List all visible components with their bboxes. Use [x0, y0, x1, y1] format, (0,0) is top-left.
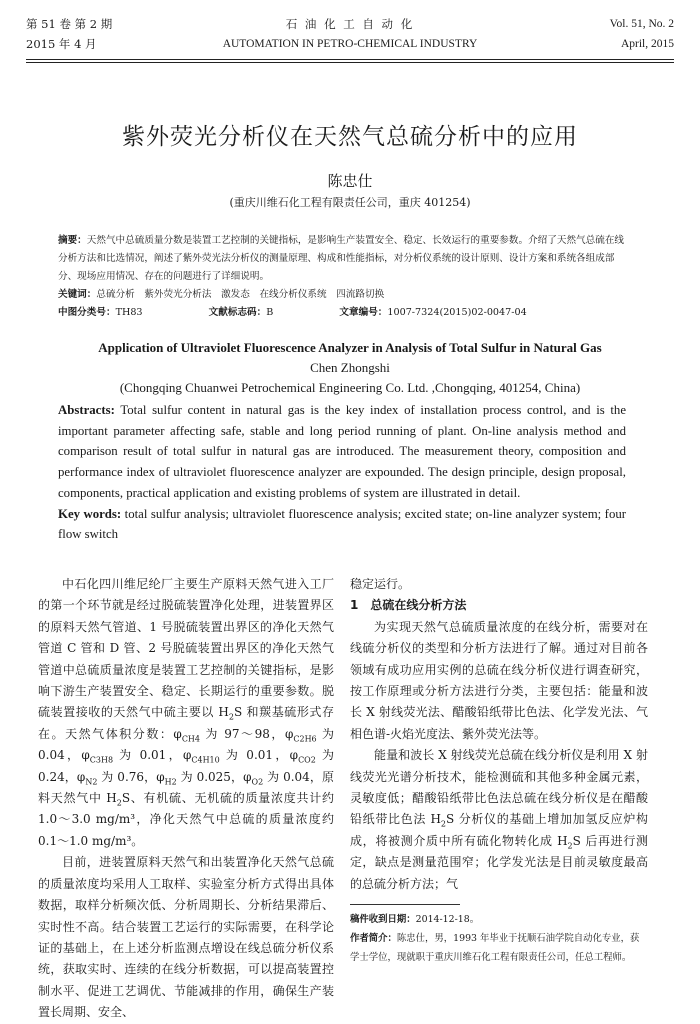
text-run: S 后再进行测定，缺点是测量范围窄；化学发光法是目前灵敏度最高的总硫分析方法；气 [350, 833, 648, 891]
volume-cn: 第 51 卷 第 2 期 [26, 17, 113, 31]
abstract-en-paragraph [58, 400, 626, 504]
abstract-cn-label: 摘要： [58, 235, 87, 246]
subscript: C3H8 [89, 755, 114, 765]
text-run: S 和羰基硫形式存在。天然气体积分数：φ [38, 705, 334, 741]
classification-line [58, 304, 527, 322]
clc-value: TH83 [115, 307, 143, 318]
doc-code-label: 文献标志码： [208, 307, 267, 318]
header-right [610, 14, 674, 54]
body-paragraph: 稳定运行。 [350, 577, 411, 591]
subscript: C2H6 [293, 734, 317, 744]
subscript: C4H10 [191, 755, 220, 765]
author-en: Chen Zhongshi [310, 360, 390, 375]
subscript: 2 [228, 712, 234, 722]
bio-text: 陈忠仕，男，1993 年毕业于抚顺石油学院自动化专业，获学士学位，现就职于重庆川维石化工程有限责任公司，任总工程师。 [350, 933, 640, 963]
footnotes [350, 910, 648, 967]
date-en: April, 2015 [620, 38, 674, 50]
abstract-cn [58, 232, 626, 286]
text-run: 为 0.04，φ [38, 726, 334, 763]
text-run: S、有机硫、无机硫的质量浓度共计约 1.0～3.0 mg/m³，净化天然气中总硫的质量浓度约 0.1～1.0 mg/m³。 [38, 791, 334, 848]
bio-label: 作者简介： [350, 933, 397, 944]
body-paragraph: 目前，进装置原料天然气和出装置净化天然气总硫的质量浓度均采用人工取样、实验室分析方式得出具体数据，取样分析频次低、分析周期长、分析结果滞后、实时性不高。结合装置工艺运行的实际需要，在科学论证的基础上，在上述分析监测点增设在线总硫分析仪系统，获取实时、连续的在线分析数据，可以提高装置控制水平、促进工艺调优、节能减排的作用，确保生产装置长周期、安全、 [38, 855, 334, 1020]
body-column-right [350, 574, 648, 895]
volume-en: Vol. 51, No. 2 [609, 18, 674, 30]
text-run: 为 0.24，φ [38, 748, 334, 784]
text-run: 为 0.04，原料天然气中 H [38, 769, 334, 806]
keywords-cn-text: 总硫分析 紫外荧光分析法 激发态 在线分析仪系统 四流路切换 [96, 289, 385, 300]
clc-label: 中图分类号： [58, 307, 116, 318]
text-run: 中石化四川维尼纶厂主要生产原料天然气进入工厂的第一个环节就是经过脱硫装置净化处理，进装置界区的原料天然气管道、1 号脱硫装置出界区的净化天然气管道 C 管和 D 管、2 号脱硫装置出界区的净化天然气管道中总硫质量浓度是装置工艺控制的关键指标，是影响下游生产装置安全、稳定、长期运行的重要参数。脱硫装置接收的天然气中硫主要以 H [38, 577, 334, 720]
body-paragraph: 为实现天然气总硫质量浓度的在线分析，需要对在线硫分析仪的类型和分析方法进行了解。通过对目前各领域有成功应用实例的总硫在线分析仪进行调查研究，按工作原理或分析方法进行分类，主要包括：能量和波长 X 射线荧光法、醋酸铅纸带比色法、化学发光法、气相色谱-火焰光度法、紫外荧光法等。 [350, 619, 648, 741]
abstract-en-label: Abstracts: [58, 403, 115, 417]
body-column-left [38, 574, 334, 1024]
subscript: O2 [251, 777, 264, 787]
text-run: 为 0.01，φ [219, 748, 299, 763]
abstract-cn-text: 天然气中总硫质量分数是装置工艺控制的关键指标，是影响生产装置安全、稳定、长效运行的重要参数。介绍了天然气总硫在线分析方法和比选情况，阐述了紫外荧光法分析仪的测量原理、构成和性能指标，对分析仪系统的设计原则、设计方案和系统各组成部分、现场应用情况、存在的问题进行了详细说明。 [58, 235, 625, 282]
journal-name-cn: 石 油 化 工 自 动 化 [285, 17, 415, 31]
subscript: 2 [567, 841, 573, 851]
header-rule-bottom [26, 62, 674, 63]
subscript: CH4 [181, 734, 200, 744]
abstract-en-text: Total sulfur content in natural gas is the key index of installation process control, and is the important parameter affecting safe, stable and long period running of plant. On-line analysis method and comparison result of total sulfur in natural gas are introduced. The measurement theory, composition and performance index of ultraviolet fluorescence analyzer are expounded. The design principle, design proposal, components, practical application and existing problems of system are illustrated in detail. [58, 403, 627, 500]
text-run: S 分析仪的基础上增加加氢反应炉构成，将被测介质中所有硫化物转化成 H [350, 812, 648, 848]
keywords-cn [58, 286, 384, 304]
text-run: 为 0.025，φ [176, 769, 252, 784]
article-no-label: 文章编号： [339, 307, 388, 318]
received-value: 2014-12-18。 [415, 914, 480, 925]
running-header [26, 14, 674, 60]
received-label: 稿件收到日期： [350, 914, 416, 925]
footnote-rule [350, 904, 460, 905]
header-center [26, 14, 674, 54]
subscript: H2 [164, 777, 177, 787]
subscript: CO2 [298, 755, 316, 765]
text-run: 为 0.76，φ [97, 769, 165, 784]
keywords-en-label: Key words: [58, 506, 122, 521]
body-paragraph [38, 574, 334, 852]
article-no-value: 1007-7324(2015)02-0047-04 [387, 307, 527, 318]
page-title: 紫外荧光分析仪在天然气总硫分析中的应用 [122, 124, 578, 150]
text-run: 为 97～98，φ [200, 726, 294, 741]
author-bio [350, 929, 648, 967]
subscript: 2 [440, 819, 447, 829]
received-date [350, 910, 648, 929]
keywords-cn-label: 关键词： [58, 289, 97, 300]
section-heading: 1 总硫在线分析方法 [350, 598, 467, 613]
subscript: 2 [116, 798, 122, 808]
text-run: 为 0.01，φ [113, 748, 192, 763]
header-rule-top [26, 59, 674, 60]
abstract-en [58, 400, 626, 545]
author-affiliation: (重庆川维石化工程有限责任公司，重庆 401254) [229, 196, 471, 209]
doc-code-value: B [266, 307, 274, 318]
keywords-en-paragraph [58, 504, 626, 545]
date-cn: 2015 年 4 月 [26, 37, 97, 51]
title-en: Application of Ultraviolet Fluorescence Analyzer in Analysis of Total Sulfur in Natural Gas [98, 340, 602, 355]
keywords-en-text: total sulfur analysis; ultraviolet fluorescence analysis; excited state; on-line analyzer system; four flow switch [58, 506, 627, 542]
journal-name-en: AUTOMATION IN PETRO-CHEMICAL INDUSTRY [222, 38, 478, 50]
text-run: 能量和波长 X 射线荧光总硫在线分析仪是利用 X 射线荧光光谱分析技术，能检测硫和其他多种金属元素，灵敏度低；醋酸铅纸带比色法总硫在线分析仪是在醋酸铅纸带比色法 H [350, 748, 648, 827]
subscript: N2 [85, 777, 98, 787]
affiliation-en: (Chongqing Chuanwei Petrochemical Engineering Co. Ltd. ,Chongqing, 401254, China) [119, 380, 581, 395]
body-paragraph [350, 745, 648, 895]
author-name: 陈忠仕 [327, 172, 373, 190]
